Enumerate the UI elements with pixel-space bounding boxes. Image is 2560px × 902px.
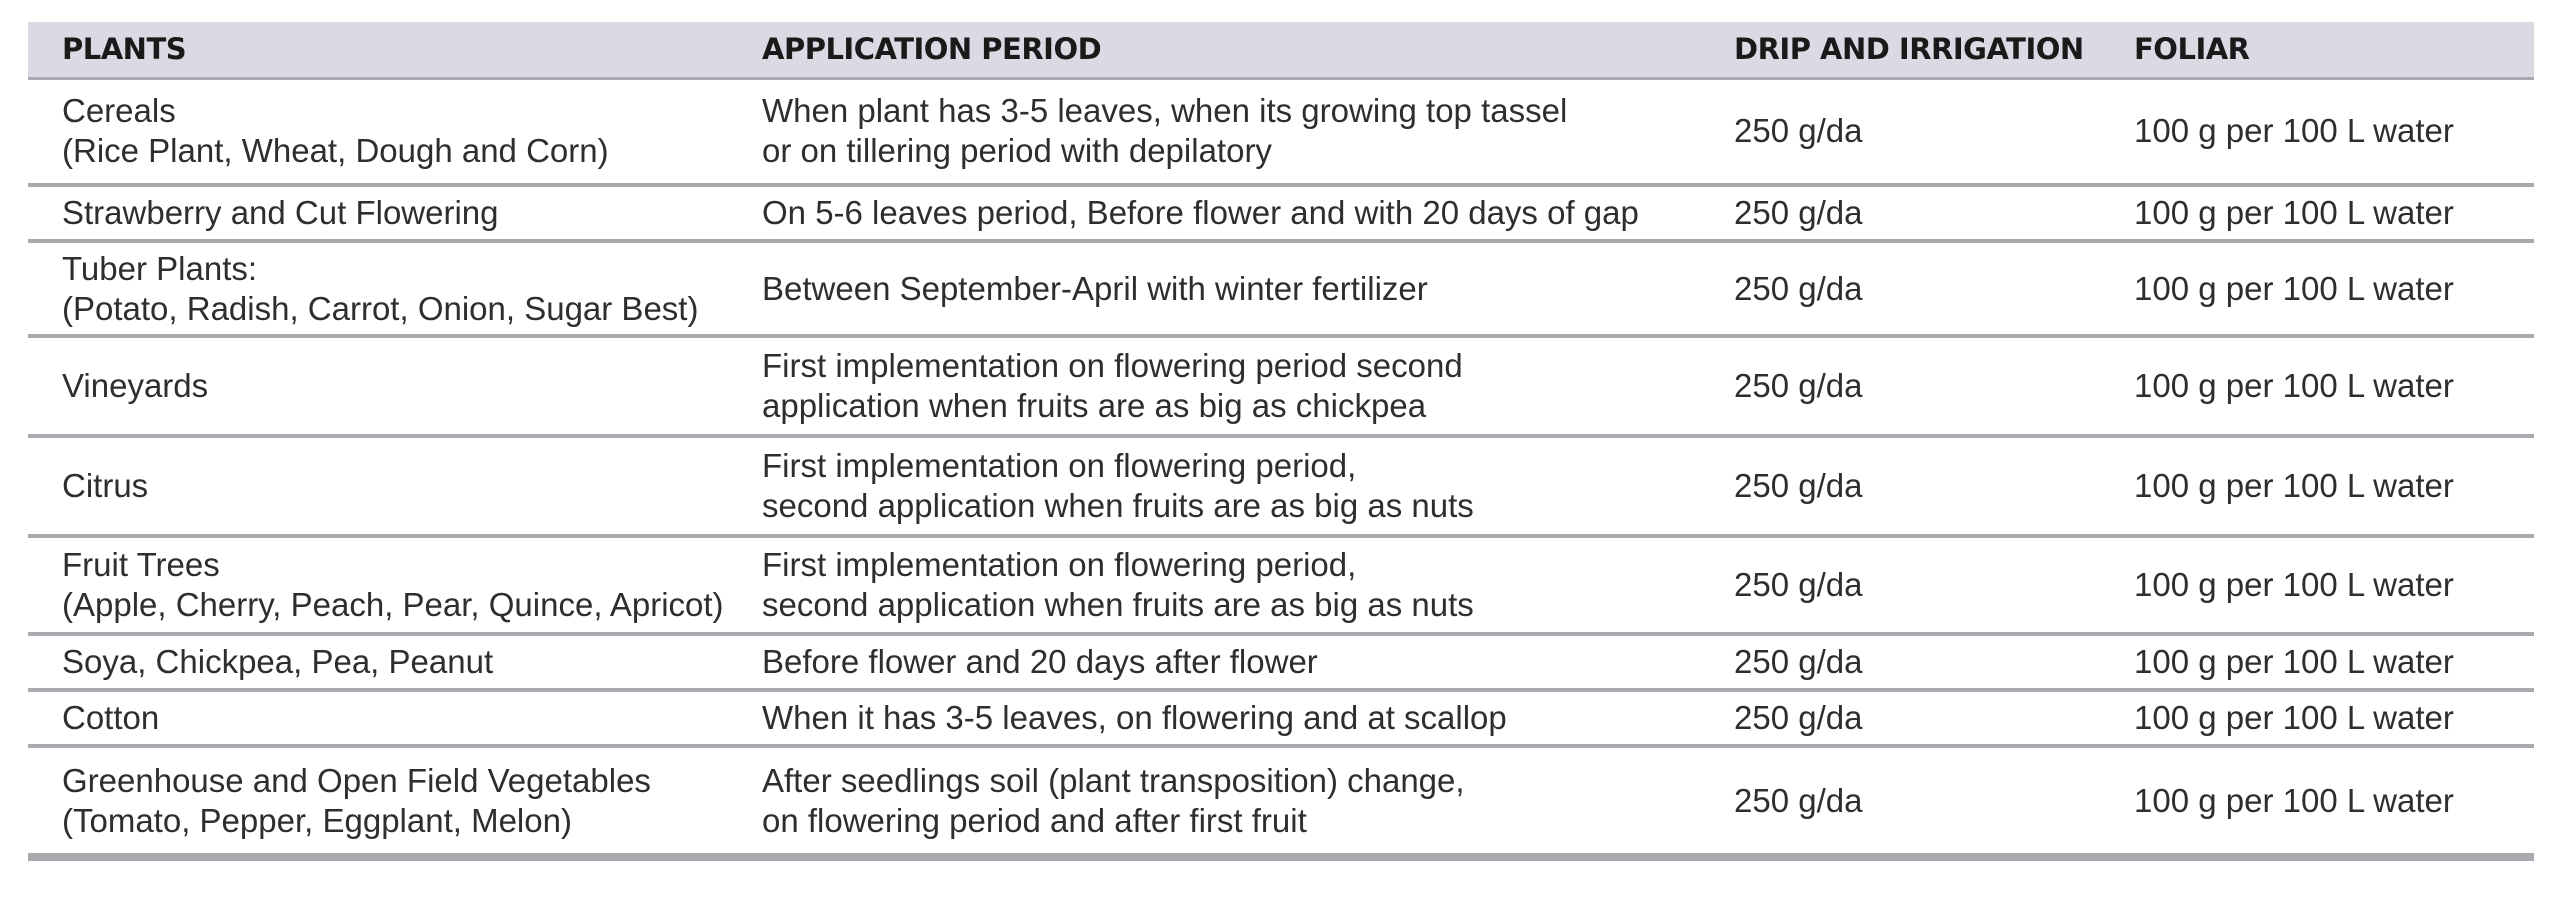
period-cell [728,185,1700,241]
foliar-cell: 100 g per 100 L water [2100,690,2534,746]
period-cell [728,436,1700,536]
table-row [28,336,2534,436]
header-plants: PLANTS [28,22,728,78]
drip-cell: 250 g/da [1700,690,2100,746]
drip-cell: 250 g/da [1700,746,2100,857]
plant-name: Cereals [62,92,176,130]
header-drip-irrigation: DRIP AND IRRIGATION [1700,22,2100,78]
period-line: First implementation on flowering period second [762,347,1463,384]
period-line: First implementation on flowering period, [762,447,1357,484]
period-line: When plant has 3-5 leaves, when its growing top tassel [762,92,1568,130]
drip-cell: 250 g/da [1700,634,2100,690]
table-body [28,78,2534,857]
plant-cell [28,78,728,185]
foliar-cell: 100 g per 100 L water [2100,746,2534,857]
period-line: second application when fruits are as big as nuts [762,487,1474,524]
foliar-cell: 100 g per 100 L water [2100,241,2534,336]
table-row [28,634,2534,690]
drip-cell: 250 g/da [1700,436,2100,536]
plant-name: Strawberry and Cut Flowering [62,194,499,231]
plant-name: Citrus [62,467,149,504]
plant-varieties: (Tomato, Pepper, Eggplant, Melon) [62,801,572,839]
drip-cell: 250 g/da [1700,241,2100,336]
period-line: Between September-April with winter fertilizer [762,269,1428,307]
header-row [28,22,2534,78]
drip-cell: 250 g/da [1700,336,2100,436]
period-line: When it has 3-5 leaves, on flowering and at scallop [762,699,1507,736]
drip-cell: 250 g/da [1700,78,2100,185]
plant-cell [28,241,728,336]
plant-name: Tuber Plants: [62,249,258,287]
plant-name: Vineyards [62,367,209,404]
foliar-cell: 100 g per 100 L water [2100,336,2534,436]
period-cell [728,746,1700,857]
plant-cell [28,436,728,536]
period-cell [728,690,1700,746]
plant-name: Greenhouse and Open Field Vegetables [62,761,651,799]
period-line: On 5-6 leaves period, Before flower and with 20 days of gap [762,194,1639,231]
table-row [28,690,2534,746]
table-row [28,241,2534,336]
period-cell [728,634,1700,690]
table-row [28,436,2534,536]
foliar-cell: 100 g per 100 L water [2100,78,2534,185]
plant-name: Cotton [62,699,160,736]
table-row [28,746,2534,857]
table-row [28,185,2534,241]
period-line: or on tillering period with depilatory [762,132,1272,170]
foliar-cell: 100 g per 100 L water [2100,634,2534,690]
plant-name: Soya, Chickpea, Pea, Peanut [62,643,494,680]
plant-varieties: (Apple, Cherry, Peach, Pear, Quince, Apricot) [62,586,724,623]
application-table [28,22,2534,861]
period-line: on flowering period and after first fruit [762,801,1307,839]
plant-varieties: (Rice Plant, Wheat, Dough and Corn) [62,132,609,170]
plant-cell [28,536,728,634]
table-header [28,22,2534,78]
period-cell [728,78,1700,185]
drip-cell: 250 g/da [1700,185,2100,241]
period-cell [728,241,1700,336]
plant-name: Fruit Trees [62,546,220,583]
period-line: After seedlings soil (plant transposition) change, [762,761,1465,799]
period-line: Before flower and 20 days after flower [762,643,1318,680]
foliar-cell: 100 g per 100 L water [2100,536,2534,634]
period-cell [728,336,1700,436]
period-line: application when fruits are as big as chickpea [762,387,1427,424]
period-line: First implementation on flowering period, [762,546,1357,583]
foliar-cell: 100 g per 100 L water [2100,185,2534,241]
header-application-period: APPLICATION PERIOD [728,22,1700,78]
plant-cell [28,746,728,857]
plant-cell [28,690,728,746]
plant-varieties: (Potato, Radish, Carrot, Onion, Sugar Best) [62,289,699,327]
plant-cell [28,336,728,436]
table-row [28,78,2534,185]
header-foliar: FOLIAR [2100,22,2534,78]
foliar-cell: 100 g per 100 L water [2100,436,2534,536]
plant-cell [28,634,728,690]
table-row [28,536,2534,634]
period-cell [728,536,1700,634]
drip-cell: 250 g/da [1700,536,2100,634]
plant-cell [28,185,728,241]
period-line: second application when fruits are as big as nuts [762,586,1474,623]
application-table-container [28,22,2534,861]
